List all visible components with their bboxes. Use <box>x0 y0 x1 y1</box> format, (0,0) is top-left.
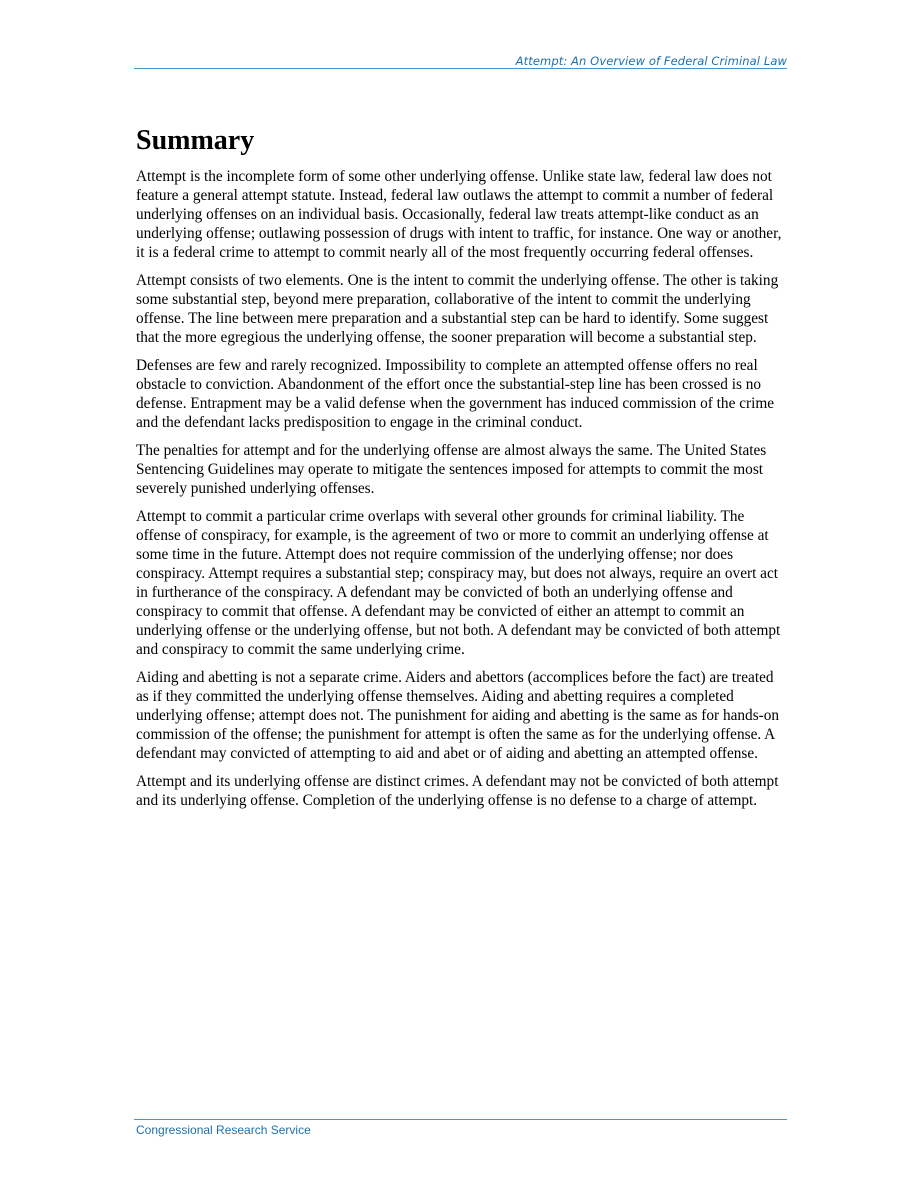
paragraph-3: Defenses are few and rarely recognized. Impossibility to complete an attempted offense offers no real obstacle to conviction. Abandonment of the effort once the substantial-step line has been crossed is no defense. Entrapment may be a valid defense when the government has induced commission of the crime and the defendant lacks predisposition to engage in the criminal conduct. <box>136 357 775 431</box>
paragraph-1: Attempt is the incomplete form of some other underlying offense. Unlike state law, federal law does not feature a general attempt statute. Instead, federal law outlaws the attempt to commit a number of federal underlying offenses on an individual basis. Occasionally, federal law treats attempt-like conduct as an underlying offense; outlawing possession of drugs with intent to traffic, for instance. One way or another, it is a federal crime to attempt to commit nearly all of the most frequently occurring federal offenses. <box>136 168 782 261</box>
paragraph-2: Attempt consists of two elements. One is the intent to commit the underlying offense. The other is taking some substantial step, beyond mere preparation, collaborative of the intent to commit the underlying offense. The line between mere preparation and a substantial step can be hard to identify. Some suggest that the more egregious the underlying offense, the sooner preparation will become a substantial step. <box>136 272 779 346</box>
footer-rule <box>134 1119 787 1120</box>
summary-section <box>136 124 786 819</box>
page-title: Summary <box>136 125 255 156</box>
running-footer-publisher: Congressional Research Service <box>136 1123 311 1137</box>
paragraph-5: Attempt to commit a particular crime overlaps with several other grounds for criminal liability. The offense of conspiracy, for example, is the agreement of two or more to commit an underlying offense at some time in the future. Attempt does not require commission of the underlying offense; nor does conspiracy. Attempt requires a substantial step; conspiracy may, but does not always, require an overt act in furtherance of the conspiracy. A defendant may be convicted of both an underlying offense and conspiracy to commit that offense. A defendant may be convicted of either an attempt to commit an underlying offense or the underlying offense, but not both. A defendant may be convicted of both attempt and conspiracy to commit the same underlying crime. <box>136 508 781 658</box>
paragraph-6: Aiding and abetting is not a separate crime. Aiders and abettors (accomplices before the fact) are treated as if they committed the underlying offense themselves. Aiding and abetting requires a completed underlying offense; attempt does not. The punishment for aiding and abetting is the same as for hands-on commission of the offense; the punishment for attempt is often the same as for the underlying offense. A defendant may convicted of attempting to aid and abet or of aiding and abetting an attempted offense. <box>136 669 780 762</box>
header-rule <box>134 68 787 69</box>
paragraph-4: The penalties for attempt and for the underlying offense are almost always the same. The United States Sentencing Guidelines may operate to mitigate the sentences imposed for attempts to commit the most severely punished underlying offenses. <box>136 442 767 497</box>
running-header-title: Attempt: An Overview of Federal Criminal Law <box>515 54 787 68</box>
paragraph-7: Attempt and its underlying offense are distinct crimes. A defendant may not be convicted of both attempt and its underlying offense. Completion of the underlying offense is no defense to a charge of attempt. <box>136 773 779 809</box>
